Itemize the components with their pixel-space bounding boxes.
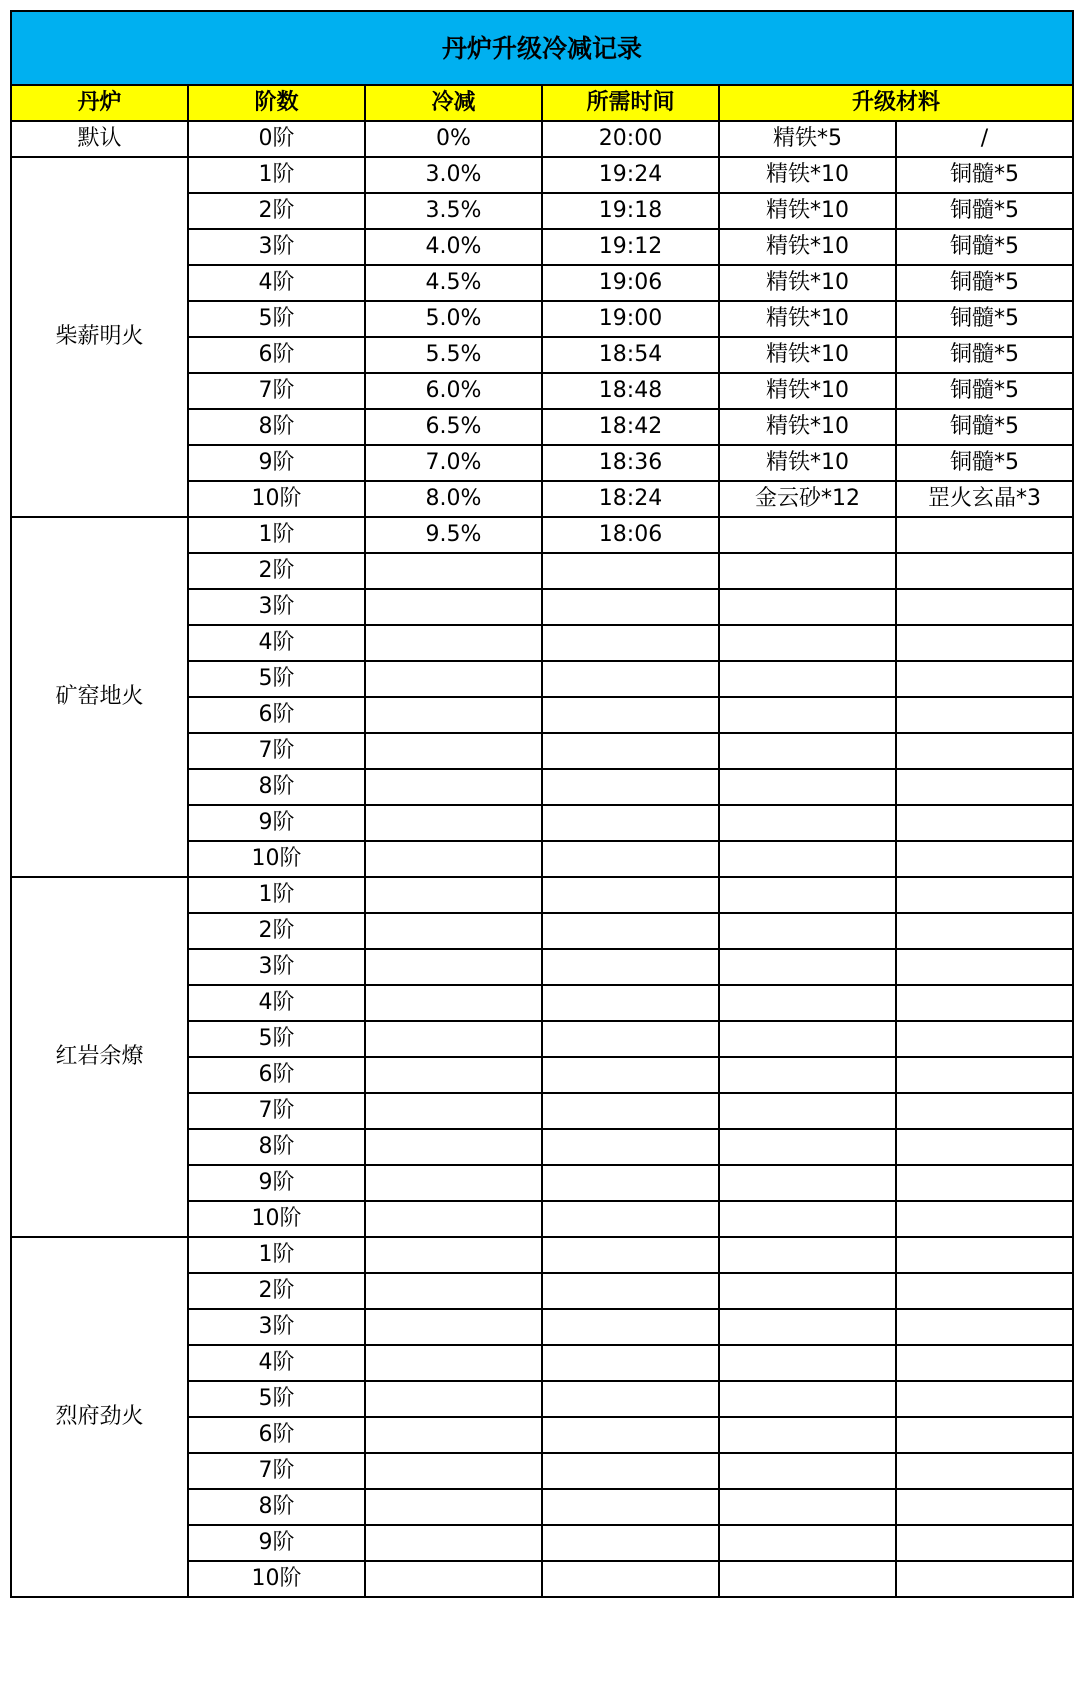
tier-cell: 7阶 bbox=[188, 733, 365, 769]
header-materials: 升级材料 bbox=[719, 85, 1073, 121]
upgrade-record-table bbox=[10, 10, 1074, 1598]
reduction-cell bbox=[365, 1273, 542, 1309]
reduction-cell bbox=[365, 1021, 542, 1057]
tier-cell: 2阶 bbox=[188, 553, 365, 589]
time-cell: 19:06 bbox=[542, 265, 719, 301]
furnace-name-cell: 默认 bbox=[11, 121, 188, 157]
time-cell bbox=[542, 1309, 719, 1345]
tier-cell: 3阶 bbox=[188, 229, 365, 265]
tier-cell: 4阶 bbox=[188, 985, 365, 1021]
tier-cell: 10阶 bbox=[188, 1561, 365, 1597]
reduction-cell: 4.5% bbox=[365, 265, 542, 301]
reduction-cell bbox=[365, 553, 542, 589]
tier-cell: 4阶 bbox=[188, 625, 365, 661]
material-1-cell: 精铁*10 bbox=[719, 337, 896, 373]
time-cell bbox=[542, 1021, 719, 1057]
material-1-cell bbox=[719, 553, 896, 589]
tier-cell: 6阶 bbox=[188, 697, 365, 733]
reduction-cell: 3.5% bbox=[365, 193, 542, 229]
material-1-cell bbox=[719, 697, 896, 733]
material-2-cell bbox=[896, 589, 1073, 625]
time-cell bbox=[542, 589, 719, 625]
time-cell bbox=[542, 1129, 719, 1165]
tier-cell: 10阶 bbox=[188, 481, 365, 517]
reduction-cell: 5.5% bbox=[365, 337, 542, 373]
reduction-cell bbox=[365, 733, 542, 769]
material-1-cell: 精铁*5 bbox=[719, 121, 896, 157]
material-1-cell bbox=[719, 1417, 896, 1453]
reduction-cell: 3.0% bbox=[365, 157, 542, 193]
reduction-cell: 4.0% bbox=[365, 229, 542, 265]
time-cell: 18:48 bbox=[542, 373, 719, 409]
reduction-cell bbox=[365, 1309, 542, 1345]
header-tier: 阶数 bbox=[188, 85, 365, 121]
reduction-cell: 7.0% bbox=[365, 445, 542, 481]
time-cell bbox=[542, 733, 719, 769]
material-1-cell bbox=[719, 589, 896, 625]
tier-cell: 1阶 bbox=[188, 157, 365, 193]
tier-cell: 8阶 bbox=[188, 1489, 365, 1525]
tier-cell: 8阶 bbox=[188, 409, 365, 445]
tier-cell: 5阶 bbox=[188, 301, 365, 337]
material-1-cell bbox=[719, 985, 896, 1021]
material-1-cell bbox=[719, 1273, 896, 1309]
time-cell bbox=[542, 913, 719, 949]
material-1-cell bbox=[719, 661, 896, 697]
material-2-cell bbox=[896, 805, 1073, 841]
furnace-name-cell: 烈府劲火 bbox=[11, 1237, 188, 1597]
material-1-cell bbox=[719, 1525, 896, 1561]
material-2-cell bbox=[896, 1525, 1073, 1561]
tier-cell: 1阶 bbox=[188, 877, 365, 913]
reduction-cell bbox=[365, 805, 542, 841]
time-cell bbox=[542, 1273, 719, 1309]
tier-cell: 9阶 bbox=[188, 1525, 365, 1561]
material-2-cell bbox=[896, 661, 1073, 697]
material-1-cell bbox=[719, 1489, 896, 1525]
time-cell bbox=[542, 1525, 719, 1561]
tier-cell: 3阶 bbox=[188, 1309, 365, 1345]
time-cell bbox=[542, 1165, 719, 1201]
time-cell bbox=[542, 553, 719, 589]
material-2-cell bbox=[896, 841, 1073, 877]
reduction-cell bbox=[365, 589, 542, 625]
tier-cell: 6阶 bbox=[188, 1057, 365, 1093]
material-1-cell bbox=[719, 1201, 896, 1237]
reduction-cell: 0% bbox=[365, 121, 542, 157]
material-2-cell: 铜髓*5 bbox=[896, 193, 1073, 229]
reduction-cell bbox=[365, 1561, 542, 1597]
reduction-cell bbox=[365, 1417, 542, 1453]
tier-cell: 1阶 bbox=[188, 1237, 365, 1273]
reduction-cell bbox=[365, 661, 542, 697]
time-cell bbox=[542, 1489, 719, 1525]
material-2-cell bbox=[896, 517, 1073, 553]
material-1-cell: 精铁*10 bbox=[719, 193, 896, 229]
reduction-cell: 6.5% bbox=[365, 409, 542, 445]
reduction-cell bbox=[365, 1093, 542, 1129]
material-1-cell bbox=[719, 1561, 896, 1597]
material-1-cell bbox=[719, 625, 896, 661]
material-2-cell bbox=[896, 1273, 1073, 1309]
tier-cell: 8阶 bbox=[188, 1129, 365, 1165]
material-2-cell bbox=[896, 733, 1073, 769]
material-2-cell bbox=[896, 1489, 1073, 1525]
time-cell: 18:42 bbox=[542, 409, 719, 445]
material-2-cell bbox=[896, 1165, 1073, 1201]
tier-cell: 4阶 bbox=[188, 265, 365, 301]
tier-cell: 9阶 bbox=[188, 1165, 365, 1201]
time-cell: 18:54 bbox=[542, 337, 719, 373]
reduction-cell bbox=[365, 1057, 542, 1093]
material-1-cell bbox=[719, 1381, 896, 1417]
material-2-cell bbox=[896, 913, 1073, 949]
reduction-cell bbox=[365, 1165, 542, 1201]
material-1-cell bbox=[719, 841, 896, 877]
material-2-cell bbox=[896, 553, 1073, 589]
header-row bbox=[11, 85, 1073, 121]
tier-cell: 8阶 bbox=[188, 769, 365, 805]
reduction-cell bbox=[365, 1237, 542, 1273]
tier-cell: 2阶 bbox=[188, 913, 365, 949]
time-cell: 19:12 bbox=[542, 229, 719, 265]
material-2-cell bbox=[896, 1309, 1073, 1345]
material-2-cell: 铜髓*5 bbox=[896, 301, 1073, 337]
time-cell bbox=[542, 769, 719, 805]
material-2-cell: 罡火玄晶*3 bbox=[896, 481, 1073, 517]
tier-cell: 7阶 bbox=[188, 1093, 365, 1129]
material-2-cell bbox=[896, 697, 1073, 733]
material-2-cell bbox=[896, 877, 1073, 913]
material-2-cell bbox=[896, 1381, 1073, 1417]
tier-cell: 0阶 bbox=[188, 121, 365, 157]
reduction-cell bbox=[365, 985, 542, 1021]
tier-cell: 6阶 bbox=[188, 337, 365, 373]
reduction-cell bbox=[365, 949, 542, 985]
time-cell: 18:36 bbox=[542, 445, 719, 481]
reduction-cell: 8.0% bbox=[365, 481, 542, 517]
time-cell bbox=[542, 805, 719, 841]
table-row bbox=[11, 517, 1073, 553]
material-2-cell bbox=[896, 1453, 1073, 1489]
material-1-cell bbox=[719, 1057, 896, 1093]
reduction-cell bbox=[365, 1453, 542, 1489]
tier-cell: 7阶 bbox=[188, 1453, 365, 1489]
material-2-cell bbox=[896, 1021, 1073, 1057]
material-1-cell bbox=[719, 1093, 896, 1129]
material-1-cell bbox=[719, 1165, 896, 1201]
reduction-cell bbox=[365, 1129, 542, 1165]
material-2-cell: 铜髓*5 bbox=[896, 337, 1073, 373]
reduction-cell bbox=[365, 769, 542, 805]
material-1-cell bbox=[719, 805, 896, 841]
material-2-cell bbox=[896, 1561, 1073, 1597]
material-1-cell: 金云砂*12 bbox=[719, 481, 896, 517]
table-row bbox=[11, 121, 1073, 157]
reduction-cell bbox=[365, 841, 542, 877]
table-row bbox=[11, 157, 1073, 193]
material-1-cell: 精铁*10 bbox=[719, 301, 896, 337]
table-row bbox=[11, 1237, 1073, 1273]
material-2-cell: 铜髓*5 bbox=[896, 265, 1073, 301]
time-cell bbox=[542, 1093, 719, 1129]
material-1-cell bbox=[719, 733, 896, 769]
time-cell: 20:00 bbox=[542, 121, 719, 157]
material-1-cell bbox=[719, 1309, 896, 1345]
material-1-cell: 精铁*10 bbox=[719, 409, 896, 445]
time-cell bbox=[542, 1237, 719, 1273]
furnace-name-cell: 矿窑地火 bbox=[11, 517, 188, 877]
furnace-name-cell: 红岩余燎 bbox=[11, 877, 188, 1237]
material-2-cell: 铜髓*5 bbox=[896, 409, 1073, 445]
material-2-cell bbox=[896, 1093, 1073, 1129]
time-cell bbox=[542, 877, 719, 913]
material-2-cell bbox=[896, 625, 1073, 661]
tier-cell: 10阶 bbox=[188, 841, 365, 877]
material-1-cell bbox=[719, 877, 896, 913]
time-cell bbox=[542, 1381, 719, 1417]
header-reduction: 冷减 bbox=[365, 85, 542, 121]
material-2-cell: 铜髓*5 bbox=[896, 373, 1073, 409]
material-2-cell bbox=[896, 1201, 1073, 1237]
tier-cell: 4阶 bbox=[188, 1345, 365, 1381]
material-2-cell bbox=[896, 1057, 1073, 1093]
tier-cell: 6阶 bbox=[188, 1417, 365, 1453]
reduction-cell bbox=[365, 877, 542, 913]
time-cell bbox=[542, 841, 719, 877]
material-2-cell bbox=[896, 949, 1073, 985]
material-1-cell bbox=[719, 949, 896, 985]
table-title: 丹炉升级冷减记录 bbox=[11, 11, 1073, 85]
material-1-cell: 精铁*10 bbox=[719, 373, 896, 409]
reduction-cell bbox=[365, 625, 542, 661]
time-cell: 19:00 bbox=[542, 301, 719, 337]
reduction-cell bbox=[365, 697, 542, 733]
time-cell bbox=[542, 1453, 719, 1489]
reduction-cell bbox=[365, 1525, 542, 1561]
time-cell bbox=[542, 985, 719, 1021]
time-cell: 19:24 bbox=[542, 157, 719, 193]
time-cell bbox=[542, 949, 719, 985]
tier-cell: 5阶 bbox=[188, 661, 365, 697]
tier-cell: 10阶 bbox=[188, 1201, 365, 1237]
reduction-cell bbox=[365, 1201, 542, 1237]
table-body bbox=[11, 121, 1073, 1597]
reduction-cell: 5.0% bbox=[365, 301, 542, 337]
material-1-cell: 精铁*10 bbox=[719, 229, 896, 265]
table-row bbox=[11, 877, 1073, 913]
material-2-cell: / bbox=[896, 121, 1073, 157]
time-cell bbox=[542, 625, 719, 661]
material-1-cell bbox=[719, 1345, 896, 1381]
time-cell bbox=[542, 1345, 719, 1381]
material-2-cell bbox=[896, 985, 1073, 1021]
material-2-cell bbox=[896, 1345, 1073, 1381]
time-cell bbox=[542, 1417, 719, 1453]
tier-cell: 9阶 bbox=[188, 805, 365, 841]
tier-cell: 3阶 bbox=[188, 589, 365, 625]
time-cell bbox=[542, 1057, 719, 1093]
material-2-cell: 铜髓*5 bbox=[896, 229, 1073, 265]
material-2-cell bbox=[896, 769, 1073, 805]
time-cell bbox=[542, 1201, 719, 1237]
time-cell bbox=[542, 1561, 719, 1597]
header-time: 所需时间 bbox=[542, 85, 719, 121]
header-furnace: 丹炉 bbox=[11, 85, 188, 121]
title-row bbox=[11, 11, 1073, 85]
reduction-cell: 6.0% bbox=[365, 373, 542, 409]
time-cell: 18:24 bbox=[542, 481, 719, 517]
time-cell bbox=[542, 697, 719, 733]
material-1-cell: 精铁*10 bbox=[719, 265, 896, 301]
material-1-cell bbox=[719, 769, 896, 805]
material-1-cell bbox=[719, 1453, 896, 1489]
tier-cell: 2阶 bbox=[188, 193, 365, 229]
tier-cell: 5阶 bbox=[188, 1381, 365, 1417]
reduction-cell bbox=[365, 1345, 542, 1381]
material-1-cell bbox=[719, 1021, 896, 1057]
tier-cell: 1阶 bbox=[188, 517, 365, 553]
material-1-cell bbox=[719, 1237, 896, 1273]
material-1-cell: 精铁*10 bbox=[719, 157, 896, 193]
material-2-cell bbox=[896, 1237, 1073, 1273]
material-2-cell bbox=[896, 1129, 1073, 1165]
material-2-cell bbox=[896, 1417, 1073, 1453]
reduction-cell bbox=[365, 1381, 542, 1417]
tier-cell: 9阶 bbox=[188, 445, 365, 481]
reduction-cell: 9.5% bbox=[365, 517, 542, 553]
tier-cell: 3阶 bbox=[188, 949, 365, 985]
time-cell bbox=[542, 661, 719, 697]
reduction-cell bbox=[365, 913, 542, 949]
reduction-cell bbox=[365, 1489, 542, 1525]
material-2-cell: 铜髓*5 bbox=[896, 445, 1073, 481]
material-2-cell: 铜髓*5 bbox=[896, 157, 1073, 193]
time-cell: 18:06 bbox=[542, 517, 719, 553]
material-1-cell bbox=[719, 913, 896, 949]
material-1-cell bbox=[719, 517, 896, 553]
tier-cell: 7阶 bbox=[188, 373, 365, 409]
material-1-cell: 精铁*10 bbox=[719, 445, 896, 481]
furnace-name-cell: 柴薪明火 bbox=[11, 157, 188, 517]
tier-cell: 5阶 bbox=[188, 1021, 365, 1057]
material-1-cell bbox=[719, 1129, 896, 1165]
tier-cell: 2阶 bbox=[188, 1273, 365, 1309]
time-cell: 19:18 bbox=[542, 193, 719, 229]
